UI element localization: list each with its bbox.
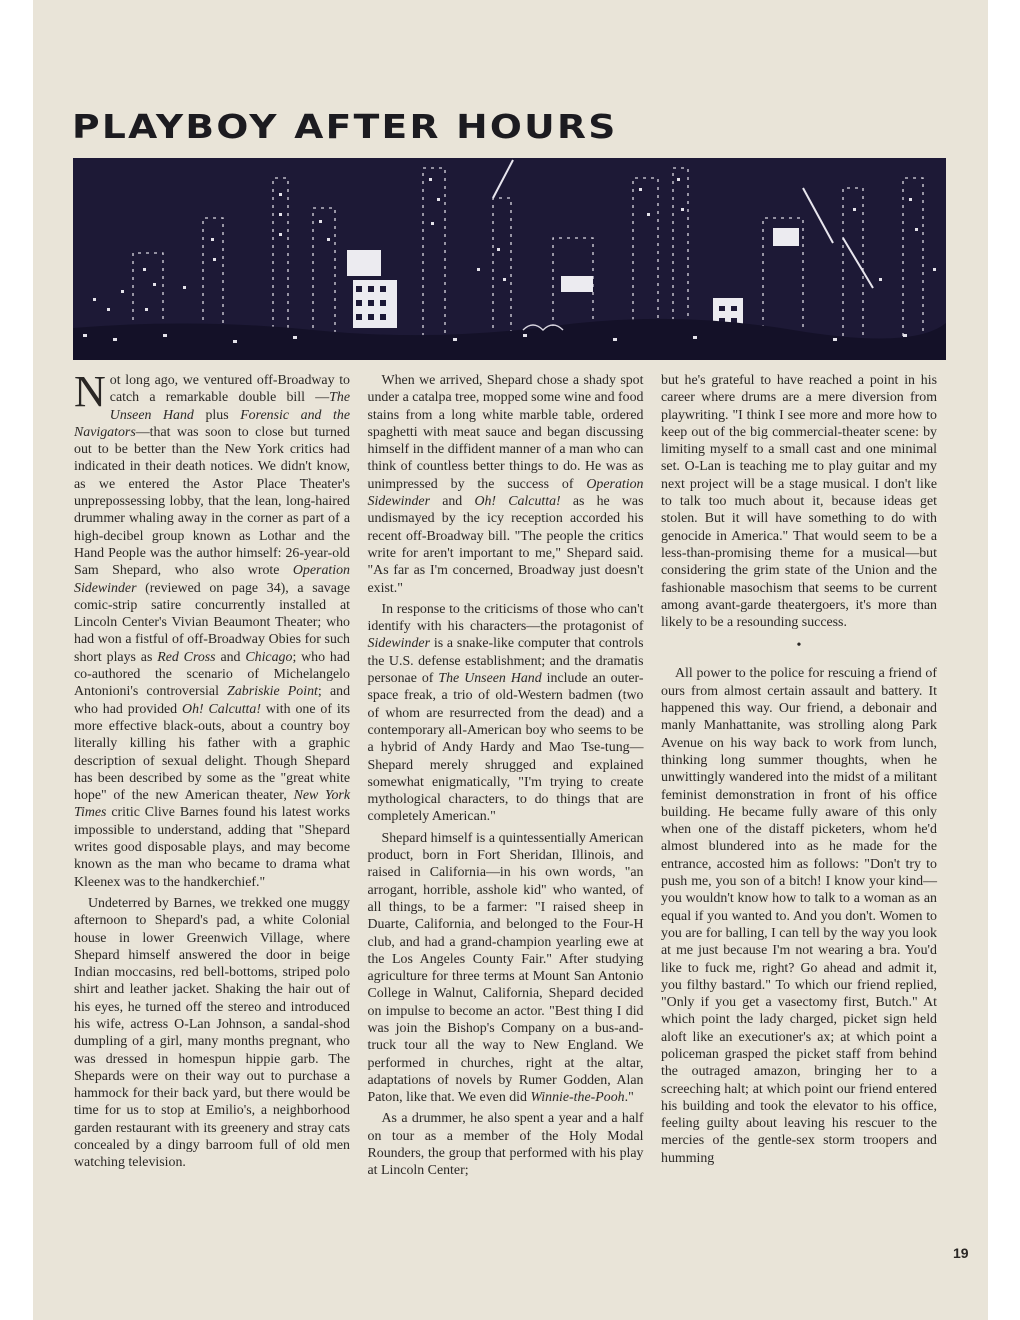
city-skyline-illustration <box>73 158 946 360</box>
drop-cap: N <box>74 367 106 416</box>
italic-title: Operation Sidewinder <box>367 476 644 510</box>
article-paragraph: but he's grateful to have reached a point in his career where drums are a mere diversion from playwriting. "I think I see more and more how to keep out of the big commercial-theater scene: by limiting myself to a small cast and one minimal set. O-Lan is teaching me to play guitar and my next project will be a stage musical. I don't like to talk too much about it, because ideas get stolen. But it will have something to do with genocide in America." That would seem to be a less-than-promising theme for a musical—but considering the grim state of the Union and the fashionable masochism that seems to be current among avant-garde theatergoers, it's more than likely to be a resounding success. <box>661 373 937 631</box>
article-columns <box>74 367 937 1272</box>
italic-title: Sidewinder <box>367 636 431 652</box>
page-title: PLAYBOY AFTER HOURS <box>72 107 618 146</box>
article-column-3 <box>661 372 937 1272</box>
italic-title: Red Cross <box>157 649 216 665</box>
text-run: When we arrived, Shepard chose a shady spot under a catalpa tree, mopped some wine and food stains from a long white marble table, ordered spaghetti with meat sauce and began discussing himself in the diffident manner of a man who can think of countless better things to do. He was as unimpressed by the success of <box>367 373 644 492</box>
text-run: plus <box>193 407 241 423</box>
article-column-1 <box>74 367 351 1272</box>
text-run: include an outer-space freak, a trio of old-Western badmen (two of whom are resurrected from the dead) and a contemporary all-American boy who seems to be a hybrid of Andy Hardy and Mao Tse-tung—Shepard merely shrugged and explained somewhat enigmatically, "I'm trying to create mythological characters, to do things that are completely American." <box>367 671 644 825</box>
article-paragraph <box>74 367 351 891</box>
italic-title: The Unseen Hand <box>438 671 542 687</box>
text-run: and <box>215 649 246 665</box>
italic-title: Oh! Calcutta! <box>474 494 561 510</box>
text-run: —that was soon to close but turned out to be better than the New York critics had indicated in their death notices. We didn't know, as we entered the Astor Place Theater's unprepossessing lobby, that the lean, long-haired drummer whaling away in the corner as part of a high-decibel group known as Lothar and the Hand People was the author himself: 26-year-old Sam Shepard, who also wrote <box>74 424 350 579</box>
italic-title: Oh! Calcutta! <box>182 701 261 717</box>
article-paragraph: Undeterred by Barnes, we trekked one muggy afternoon to Shepard's pad, a white Colonial house in lower Greenwich Village, where Shepard himself answered the door in beige Indian moccasins, red bell-bottoms, striped polo shirt and leather jacket. Shaking the hair out of his eyes, he turned off the stereo and introduced his wife, actress O-Lan Johnson, a sandal-shod dumpling of a girl, many months pregnant, who was dressed in homespun hippie garb. The Shepards were on their way out to purchase a hammock for their back yard, but there would be time for us to stop at Emilio's, a neighborhood garden restaurant with its greenery and stray cats concealed by a dingy barroom full of old men watching television. <box>74 895 350 1171</box>
text-run: with one of its more effective black-outs, about a country boy literally killing his father with a graphic description of sexual delight. Though Shepard has been described by some as the "great white hope" of the new American theater, <box>74 701 351 804</box>
article-paragraph <box>368 372 644 597</box>
italic-title: Zabriskie Point <box>227 684 318 700</box>
article-paragraph <box>368 830 644 1107</box>
text-run: ot long ago, we ventured off-Broadway to catch a remarkable double bill — <box>109 373 350 406</box>
text-run: is a snake-like computer that controls the U.S. defense establishment; and the dramatis personae of <box>367 636 644 687</box>
italic-title: New York Times <box>74 788 350 821</box>
text-run: Shepard himself is a quintessentially American product, born in Fort Sheridan, Illinois, and raised in California—in his own words, "an arrogant, horrible, asshole kid" who wanted, of all things, to be a farmer: "I raised sheep in Duarte, California, and belonged to the Four-H club, and had a grand-champion yearling ewe at the Los Angeles County Fair." After studying agriculture for three terms at Mount San Antonio College in Walnut, California, Shepard decided on impulse to become an actor. "Best thing I did was join the Bishop's Company on a bus-and-truck tour all the way to New England. We performed in churches, right at the altar, adaptations of novels by Rumer Godden, Alan Paton, like that. We even did <box>367 830 644 1106</box>
article-column-2 <box>368 372 644 1272</box>
page-number: 19 <box>953 1245 969 1261</box>
section-separator: • <box>796 638 802 654</box>
text-run: (reviewed on page 34), a savage comic-strip satire concurrently installed at Lincoln Center's Vivian Beaumont Theater; who had won a fistful of off-Broadway Obies for such short plays as <box>74 580 350 665</box>
text-run: and <box>430 494 475 510</box>
text-run: ; and who had provided <box>74 684 351 717</box>
article-paragraph: As a drummer, he also spent a year and a half on tour as a member of the Holy Modal Rounders, the group that performed with his play at Lincoln Center; <box>367 1111 644 1179</box>
article-paragraph <box>368 601 644 826</box>
italic-title: Forensic and the Navigators <box>74 407 350 440</box>
magazine-page <box>33 0 988 1320</box>
text-run: critic Clive Barnes found his latest works impossible to understand, adding that "Shepard writes good disposable plays, and may become known as the man who became to drama what Kleenex was to the handkerchief." <box>74 805 350 890</box>
italic-title: Chicago <box>245 649 293 665</box>
text-run: ." <box>624 1090 634 1106</box>
italic-title: Operation Sidewinder <box>74 563 350 596</box>
italic-title: Winnie-the-Pooh <box>530 1090 625 1106</box>
article-paragraph: All power to the police for rescuing a friend of ours from almost certain assault and battery. It happened this way. Our friend, a debonair and manly Manhattanite, was strolling along Park Avenue on his way back to work from lunch, thinking long summer thoughts, when he unwittingly wandered into the midst of a militant feminist demonstration in front of his office building. He became fully aware of this only when one of the distaff picketers, whom he'd almost blundered into as he made for the entrance, accosted him as follows: "Don't try to push me, you son of a bitch! I know your kind—you wouldn't know how to talk to a woman as an equal if you wanted to. And you don't. Women to you are for balling, I can tell by the way you look at me just because I'm not wearing a bra. You'd like to fuck me, right? Go ahead and admit it, you filthy bastard." To which our friend replied, "Only if you get a vasectomy first, Butch." At which point the lady charged, picket sign held aloft like an executioner's ax; at which point a policeman grasped the picket staff from behind the outraged amazon, bringing her to a screeching halt; at which point our friend entered his building and took the elevator to his office, feeling guilty about leaving his rescuer to the mercies of the gentle-sex storm troopers and humming <box>661 666 937 1166</box>
text-run: as he was undismayed by the icy reception accorded his recent off-Broadway bill. "The people the critics write for aren't important to me," Shepard said. "As far as I'm concerned, Broadway just doesn't exist." <box>367 494 644 596</box>
italic-title: The Unseen Hand <box>109 390 350 423</box>
text-run: ; who had co-authored the scenario of Michelangelo Antonioni's controversial <box>74 649 350 700</box>
text-run: In response to the criticisms of those who can't identify with his characters—the protagonist of <box>367 601 644 635</box>
skyline-drawing <box>73 158 946 360</box>
